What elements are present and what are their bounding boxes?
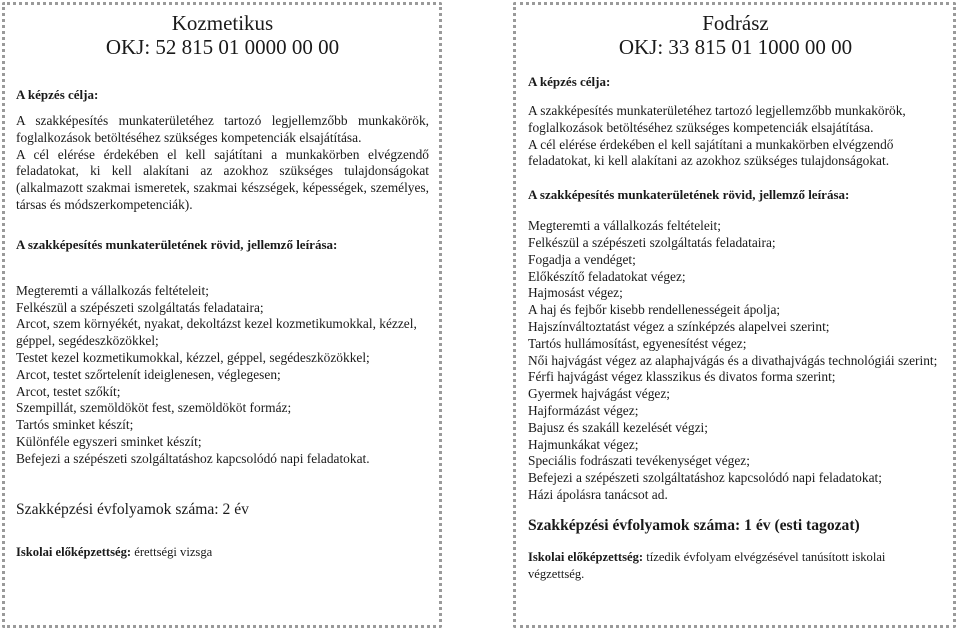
right-prereq [528,549,943,583]
list-item: Arcot, szem környékét, nyakat, dekoltázst kezel kozmetikumokkal, kézzel, géppel, segédeszközökkel; [16,316,417,349]
list-item: Tartós hullámosítást, egyenesítést végez; [528,335,747,351]
right-years: Szakképzési évfolyamok száma: 1 év (esti tagozat) [528,516,860,534]
right-goal-p1: A szakképesítés munkaterületéhez tartozó legjellemzőbb munkakörök, foglalkozások betöltéséhez szükséges kompetenciák elsajátítása. [528,103,906,135]
left-task-list [16,283,429,468]
left-goal-p2: A cél elérése érdekében el kell sajátítani a munkakörben elvégzendő feladatokat, ki kell alakítani az azokhoz szükséges tulajdonságokat (alkalmazott szakmai ismeretek, szakmai készségek, képességek, személyes, társas és módszerkompetenciák). [16,146,429,212]
list-item: Arcot, testet szőrtelenít ideiglenesen, véglegesen; [16,366,281,382]
left-title: Kozmetikus [171,11,274,35]
left-goal-p1: A szakképesítés munkaterületéhez tartozó legjellemzőbb munkakörök, foglalkozások betöltéséhez szükséges kompetenciák elsajátítása. [16,113,429,145]
right-prereq-label: Iskolai előképzettség: [528,549,644,564]
list-item: Befejezi a szépészeti szolgáltatáshoz kapcsolódó napi feladatokat; [528,470,882,486]
list-item: Befejezi a szépészeti szolgáltatáshoz kapcsolódó napi feladatokat. [16,450,370,466]
list-item: Arcot, testet szőkít; [16,383,121,399]
left-desc-heading: A szakképesítés munkaterületének rövid, jellemző leírása: [16,236,338,252]
list-item: Speciális fodrászati tevékenységet végez; [528,453,750,469]
list-item: Hajformázást végez; [528,402,639,418]
fodrasz-panel [513,2,956,628]
right-goal-p2: A cél elérése érdekében el kell sajátítani a munkakörben elvégzendő feladatokat, ki kell alakítani az azokhoz szükséges tulajdonságokat. [528,136,894,169]
list-item: Hajmosást végez; [528,285,623,301]
right-prereq-value: tízedik évfolyam elvégzésével tanúsított iskolai végzettség. [528,549,886,581]
left-goal-heading: A képzés célja: [16,87,99,102]
left-prereq [16,544,429,561]
list-item: Fogadja a vendéget; [528,251,636,267]
right-okj-code: OKJ: 33 815 01 1000 00 00 [618,35,853,59]
list-item: Testet kezel kozmetikumokkal, kézzel, géppel, segédeszközökkel; [16,349,370,365]
list-item: Megteremti a vállalkozás feltételeit; [528,218,721,234]
right-desc-heading: A szakképesítés munkaterületének rövid, jellemző leírása: [528,187,850,203]
list-item: Bajusz és szakáll kezelését végzi; [528,419,708,435]
list-item: Tartós sminket készít; [16,417,134,433]
list-item: Előkészítő feladatokat végez; [528,268,686,284]
right-task-list [528,218,943,504]
list-item: Szempillát, szemöldököt fest, szemöldököt formáz; [16,400,292,416]
list-item: Férfi hajvágást végez klasszikus és divatos forma szerint; [528,369,836,385]
right-goal-heading: A képzés célja: [528,74,611,89]
kozmetikus-panel [2,2,442,628]
left-prereq-value: érettségi vizsga [131,544,213,559]
left-okj-code: OKJ: 52 815 01 0000 00 00 [105,35,340,59]
list-item: Hajszínváltoztatást végez a színképzés alapelvei szerint; [528,318,830,334]
list-item: Megteremti a vállalkozás feltételeit; [16,282,209,298]
list-item: Különféle egyszeri sminket készít; [16,433,202,449]
list-item: Hajmunkákat végez; [528,436,639,452]
left-prereq-label: Iskolai előképzettség: [16,544,132,559]
list-item: Gyermek hajvágást végez; [528,386,671,402]
right-title: Fodrász [702,11,769,35]
list-item: Felkészül a szépészeti szolgáltatás feladataira; [16,299,264,315]
list-item: Felkészül a szépészeti szolgáltatás feladataira; [528,234,776,250]
list-item: Házi ápolásra tanácsot ad. [528,486,668,502]
list-item: A haj és fejbőr kisebb rendellenességeit ápolja; [528,302,781,318]
list-item: Női hajvágást végez az alaphajvágás és a divathajvágás technológiái szerint; [528,352,938,368]
left-years: Szakképzési évfolyamok száma: 2 év [16,500,249,518]
